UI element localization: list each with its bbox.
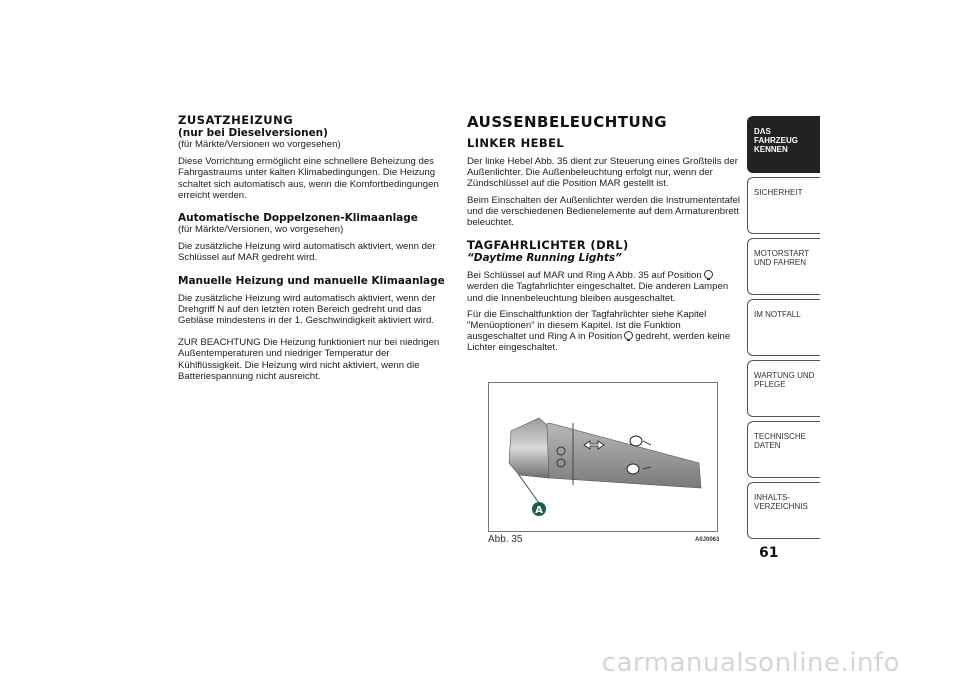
lever-drawing <box>489 383 717 531</box>
section-title-aussenbeleuchtung: AUSSENBELEUCHTUNG <box>467 113 668 131</box>
figure-code: A0J0063 <box>695 537 720 543</box>
section-title-zusatzheizung: ZUSATZHEIZUNG <box>178 113 294 127</box>
right-column <box>467 113 742 359</box>
callout-label: A <box>535 505 543 516</box>
menu-text-b: gedreht, werden keine Lichter eingeschaltet. <box>467 331 731 354</box>
tab-im-notfall[interactable]: IM NOTFALL <box>747 299 820 356</box>
heading-drl: TAGFAHRLICHTER (DRL) <box>467 238 629 253</box>
paragraph-intro: Diese Vorrichtung ermöglicht eine schnellere Beheizung des Fahrgastraums unter kalten Klimabedingungen. Die Heizung schaltet sich automatisch aus, wenn die Komfortbedingungen erreicht werden. <box>178 156 439 201</box>
tab-inhaltsverzeichnis[interactable]: INHALTS-VERZEICHNIS <box>747 482 820 539</box>
drl-light-icon <box>704 270 713 279</box>
paragraph-menu <box>467 309 742 354</box>
tab-das-fahrzeug-kennen[interactable]: DAS FAHRZEUG KENNEN <box>747 116 820 173</box>
heading-linker-hebel: LINKER HEBEL <box>467 136 565 150</box>
paragraph-note: ZUR BEACHTUNG Die Heizung funktioniert nur bei niedrigen Außentemperaturen und niedriger Temperatur der Kühlflüssigkeit. Die Heizung wird nicht aktiviert, wenn die Batteriespannung nicht ausreicht. <box>178 337 440 382</box>
tab-wartung-und-pflege[interactable]: WARTUNG UND PFLEGE <box>747 360 820 417</box>
drl-light-icon-2 <box>624 331 633 340</box>
market-note: (für Märkte/Versionen wo vorgesehen) <box>178 139 341 150</box>
paragraph-drl <box>467 270 742 304</box>
watermark-text: carmanualsonline.info <box>601 648 900 678</box>
tab-motorstart-und-fahren[interactable]: MOTORSTART UND FAHREN <box>747 238 820 295</box>
figure-lever-illustration <box>488 382 718 532</box>
lever-ring <box>509 418 549 478</box>
heading-manual-climate: Manuelle Heizung und manuelle Klimaanlage <box>178 274 445 287</box>
page-number: 61 <box>759 545 779 561</box>
heading-drl-sub: “Daytime Running Lights” <box>467 252 622 265</box>
market-note-2: (für Märkte/Versionen, wo vorgesehen) <box>178 224 344 236</box>
section-subtitle: (nur bei Dieselversionen) <box>178 127 328 139</box>
chapter-tabs <box>747 116 820 543</box>
fog-light-icon <box>627 464 639 474</box>
paragraph-hebel: Der linke Hebel Abb. 35 dient zur Steuerung eines Großteils der Außenlichter. Die Außenbeleuchtung erfolgt nur, wenn der Zündschlüssel auf die Position MAR gestellt ist. <box>467 156 738 190</box>
menu-text-a: Für die Einschaltfunktion der Tagfahrlichter siehe Kapitel "Menüoptionen" in diesem Kapitel. Ist die Funktion ausgeschaltet und Ring A in Position <box>467 308 707 343</box>
paragraph-illumination: Beim Einschalten der Außenlichter werden die Instrumententafel und die verschiedenen Bedienelemente auf dem Armaturenbrett beleuchtet. <box>467 194 741 229</box>
drl-text-a: Bei Schlüssel auf MAR und Ring A Abb. 35 auf Position <box>467 270 702 282</box>
paragraph-manual: Die zusätzliche Heizung wird automatisch aktiviert, wenn der Drehgriff N auf den letzten roten Bereich gedreht und das Gebläse mindestens in der 1. Geschwindigkeit aktiviert wird. <box>178 292 436 327</box>
heading-auto-climate: Automatische Doppelzonen-Klimaanlage <box>178 212 418 225</box>
left-column <box>178 113 456 387</box>
drl-text-b: werden die Tagfahrlichter eingeschaltet. Die anderen Lampen und die Innenbeleuchtung bleiben ausgeschaltet. <box>467 281 729 304</box>
low-beam-icon <box>630 436 642 446</box>
tab-technische-daten[interactable]: TECHNISCHE DATEN <box>747 421 820 478</box>
callout-line <box>519 475 539 503</box>
tab-sicherheit[interactable]: SICHERHEIT <box>747 177 820 234</box>
paragraph-auto: Die zusätzliche Heizung wird automatisch aktiviert, wenn der Schlüssel auf MAR gedreht wird. <box>178 241 436 264</box>
figure-caption: Abb. 35 <box>488 534 523 545</box>
